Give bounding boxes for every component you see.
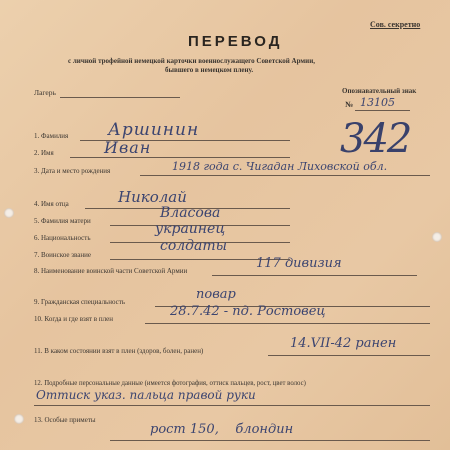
field-label-personal-data: 12. Подробные персональные данные (имеется фотография, оттиск пальцев, рост, цвет волос) — [34, 380, 306, 387]
classification-stamp: Сов. секретно — [370, 20, 421, 29]
punch-hole — [14, 414, 24, 424]
field-line — [140, 175, 430, 176]
field-value-rank: солдаты — [160, 238, 228, 254]
field-label-special-marks: 13. Особые приметы — [34, 416, 96, 424]
handwritten-number: 342 — [340, 116, 411, 162]
field-label-surname: 1. Фамилия — [34, 132, 69, 140]
field-value-name: Иван — [104, 138, 152, 157]
document-subtitle-line-2: бывшего в немецком плену. — [165, 66, 254, 74]
field-label-captured: 10. Когда и где взят в плен — [34, 315, 113, 323]
field-label-rank: 7. Воинское звание — [34, 251, 91, 259]
field-line — [70, 157, 290, 158]
field-value-personal-data: Оттиск указ. пальца правой руки — [36, 388, 256, 402]
field-value-special-marks: рост 150, блондин — [150, 422, 294, 437]
field-line — [34, 405, 430, 406]
field-value-father: Николай — [118, 188, 187, 206]
punch-hole — [4, 208, 14, 218]
camp-line — [60, 97, 180, 98]
punch-hole — [432, 232, 442, 242]
field-label-unit: 8. Наименование воинской части Советской Армии — [34, 267, 188, 275]
field-label-condition: 11. В каком состоянии взят в плен (здоров, болен, ранен) — [34, 347, 204, 355]
field-label-name: 2. Имя — [34, 149, 54, 157]
field-value-profession: повар — [196, 287, 236, 302]
field-label-profession: 9. Гражданская специальность — [34, 298, 126, 306]
camp-label: Лагерь — [34, 88, 56, 97]
field-line — [268, 355, 430, 356]
field-value-surname: Аршинин — [108, 120, 200, 140]
field-value-mother: Власова — [160, 205, 221, 221]
field-value-nationality: украинец — [155, 221, 226, 237]
document-title: ПЕРЕВОД — [188, 33, 283, 50]
field-label-father: 4. Имя отца — [34, 200, 69, 208]
ident-number: 13105 — [360, 96, 395, 109]
field-value-birth: 1918 года с. Чигадан Лиховской обл. — [172, 160, 388, 173]
field-label-nationality: 6. Национальность — [34, 234, 91, 242]
field-label-mother: 5. Фамилия матери — [34, 217, 91, 225]
ident-label: Опознавательный знак — [342, 87, 417, 95]
field-label-birth: 3. Дата и место рождения — [34, 167, 111, 175]
field-line — [145, 323, 430, 324]
ident-line — [355, 110, 410, 111]
field-line — [212, 275, 417, 276]
document-subtitle-line-1: с личной трофейной немецкой карточки военнослужащего Советской Армии, — [68, 57, 315, 65]
field-value-unit: 117 дивизия — [256, 256, 342, 271]
ident-prefix: № — [345, 100, 354, 109]
field-line — [110, 440, 430, 441]
field-value-captured: 28.7.42 - пд. Ростовец — [170, 304, 326, 319]
field-value-condition: 14.VII-42 ранен — [290, 336, 397, 351]
